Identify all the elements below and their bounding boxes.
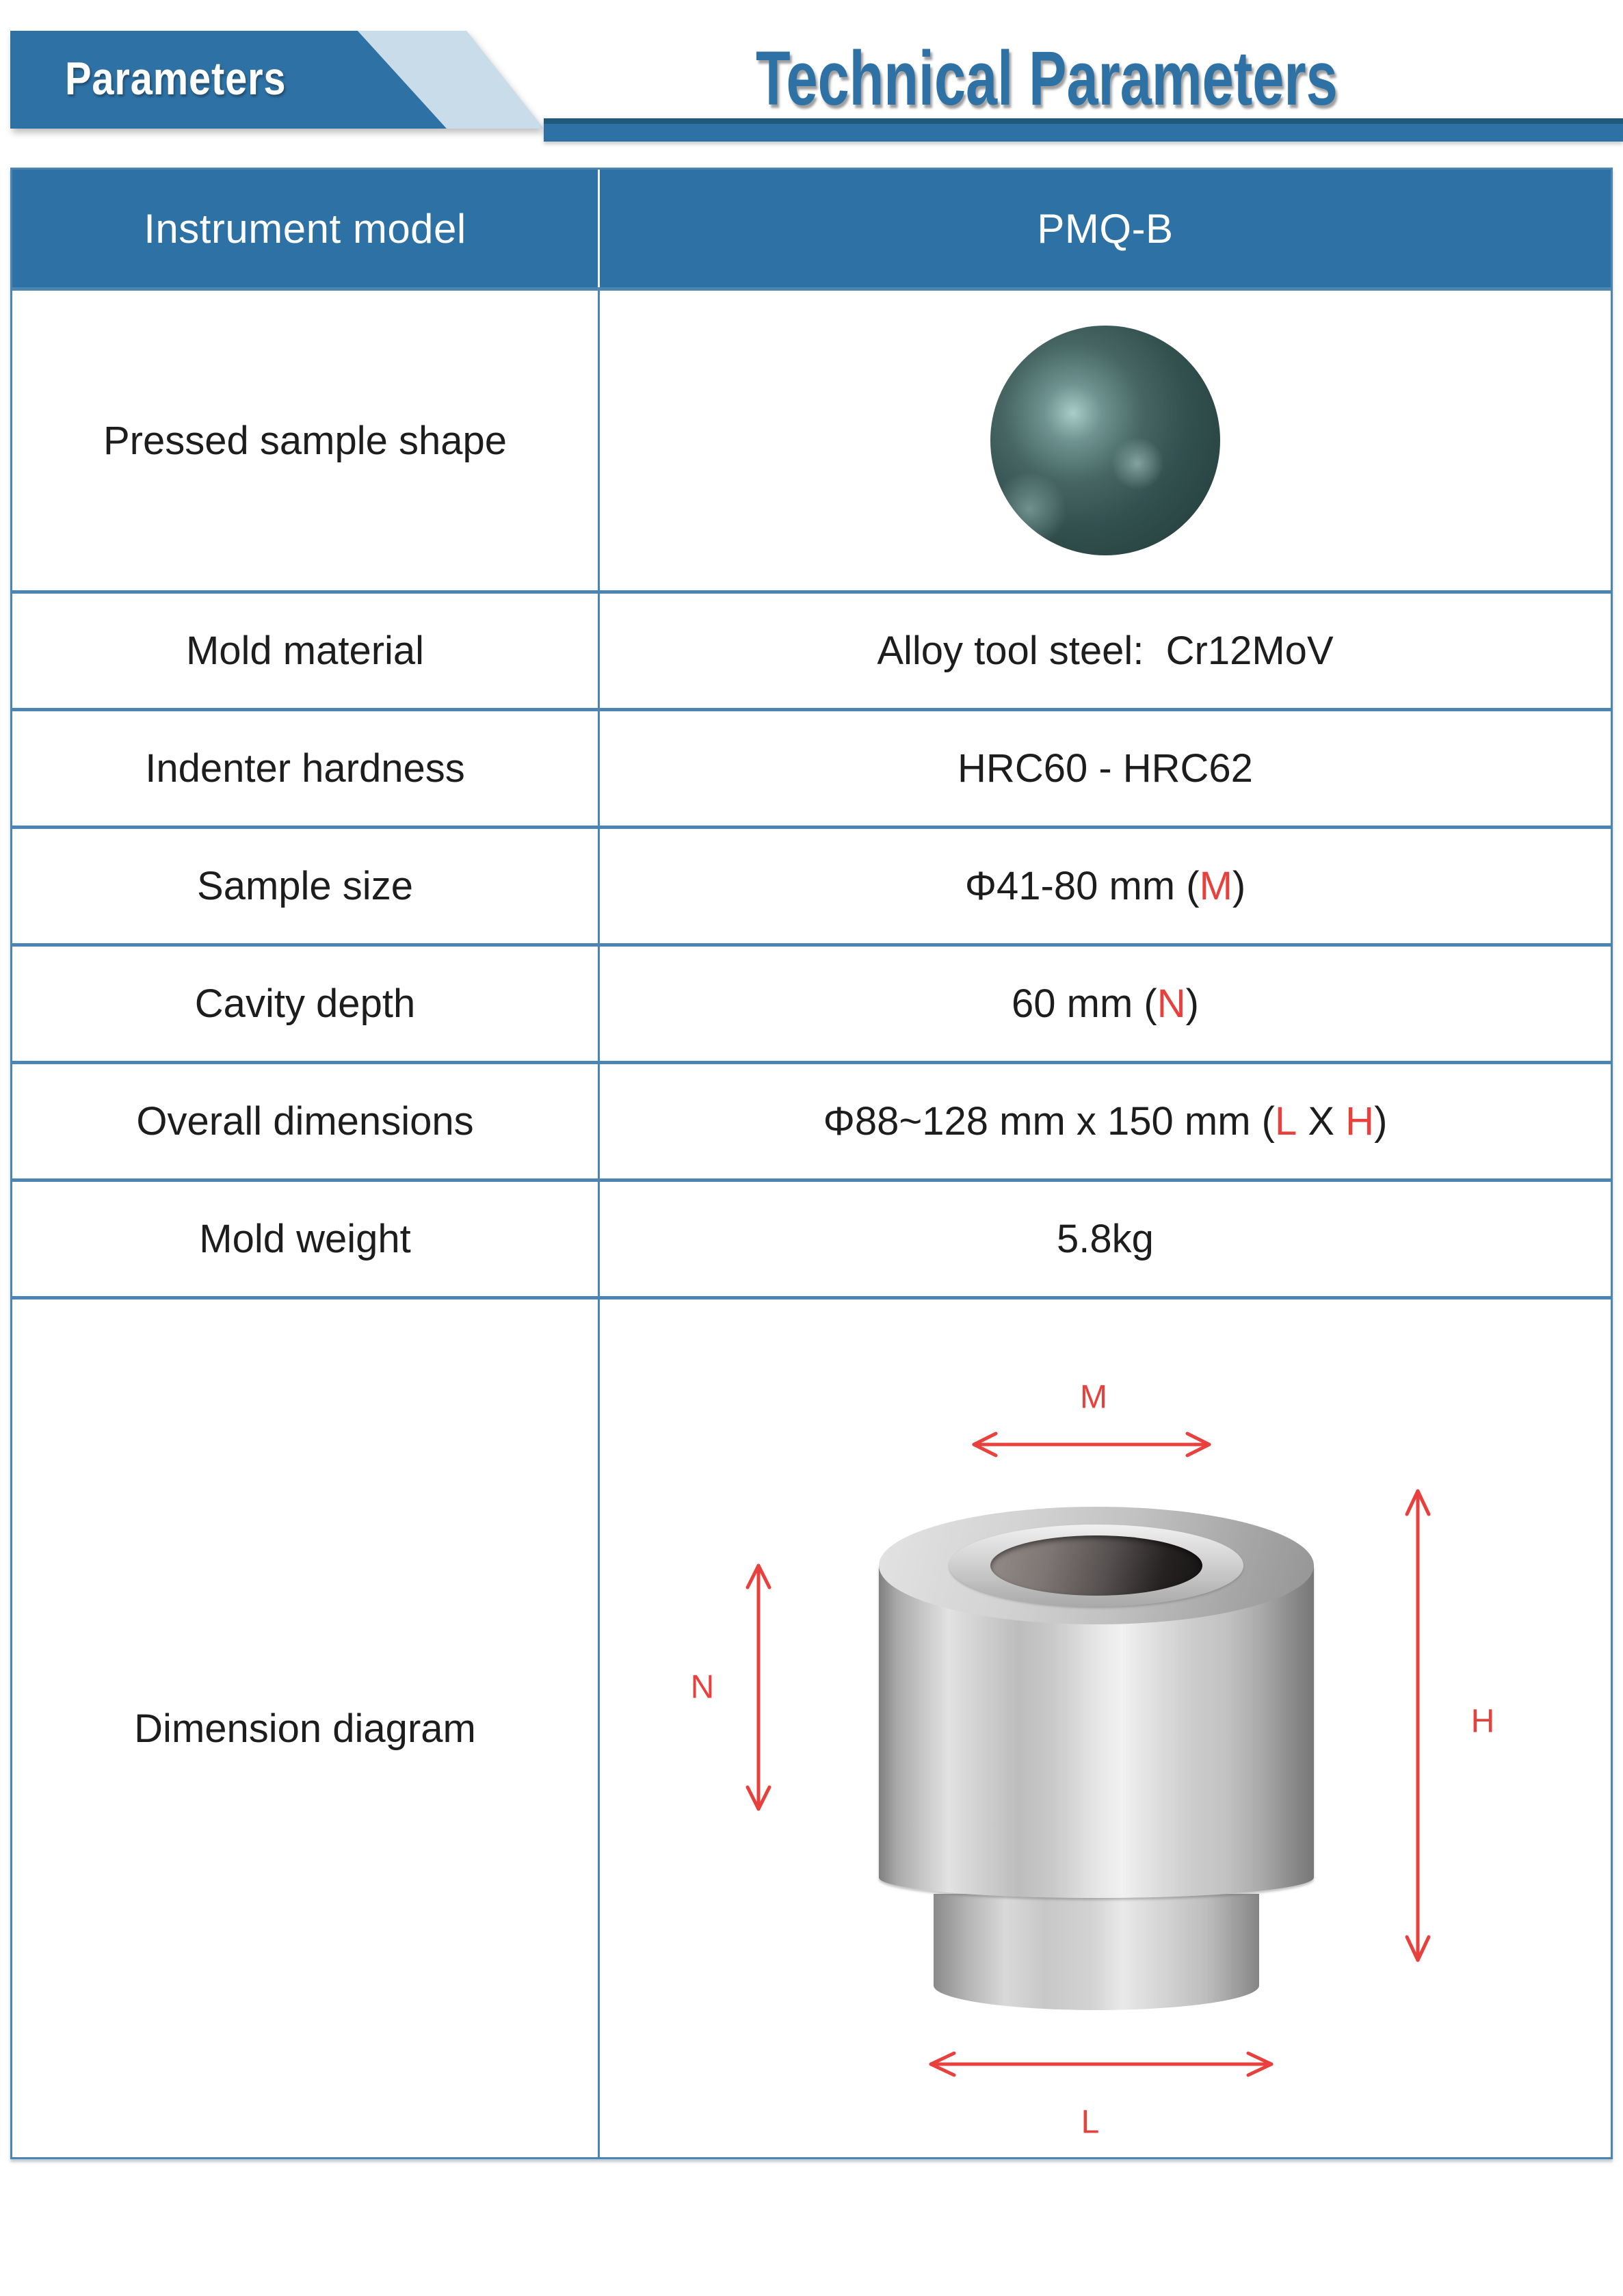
row-label: Cavity depth: [194, 981, 416, 1026]
value-text: ): [1374, 1099, 1388, 1144]
n-dimension-arrow: [743, 1561, 774, 1813]
table-row-cavity-depth: [12, 943, 1611, 1061]
dimension-letter-n: N: [1157, 981, 1186, 1026]
mold-cylinder-image: [879, 1507, 1314, 2010]
table-row-indenter-hardness: [12, 708, 1611, 826]
h-dimension-arrow: [1403, 1487, 1433, 1964]
dim-label-l: L: [1081, 2104, 1100, 2141]
table-row-sample-shape: [12, 287, 1611, 590]
dimension-letter-m: M: [1199, 864, 1232, 908]
row-value: [598, 1064, 1611, 1178]
row-value-cell: [598, 291, 1611, 590]
row-value-cell: [598, 1299, 1611, 2157]
dimension-letter-l: L: [1274, 1099, 1297, 1144]
value-text: Φ88~128 mm x 150 mm (: [823, 1099, 1275, 1144]
dimension-letter-h: H: [1345, 1099, 1375, 1144]
m-dimension-arrow: [970, 1429, 1213, 1460]
table-row-mold-material: [12, 590, 1611, 708]
row-label: Sample size: [197, 864, 413, 908]
parameters-badge: [0, 0, 616, 157]
parameters-table: [10, 168, 1613, 2159]
header-value-cell: PMQ-B: [598, 170, 1611, 287]
row-value: 5.8kg: [598, 1182, 1611, 1296]
row-label: Mold material: [185, 629, 425, 673]
row-value: Alloy tool steel: Cr12MoV: [598, 594, 1611, 708]
dim-label-n: N: [690, 1669, 715, 1706]
value-text: ): [1232, 864, 1246, 908]
l-dimension-arrow: [927, 2049, 1276, 2079]
badge-label: Parameters: [65, 53, 287, 105]
pressed-sample-sphere-image: [990, 326, 1220, 555]
page-title: Technical Parameters: [756, 36, 1338, 121]
table-row-sample-size: [12, 826, 1611, 943]
dim-label-h: H: [1470, 1703, 1495, 1740]
row-label: Mold weight: [199, 1217, 411, 1261]
value-text: ): [1185, 981, 1199, 1026]
table-header-row: [12, 170, 1611, 287]
cylinder-base: [934, 1894, 1259, 2010]
row-value: HRC60 - HRC62: [598, 711, 1611, 826]
row-value: [598, 829, 1611, 943]
table-row-dimension-diagram: [12, 1296, 1611, 2157]
value-text: X: [1297, 1099, 1346, 1144]
dim-label-m: M: [1080, 1379, 1107, 1416]
row-label: Overall dimensions: [136, 1099, 474, 1144]
table-row-overall-dimensions: [12, 1061, 1611, 1178]
page-header: [0, 0, 1623, 168]
header-label-cell: Instrument model: [144, 205, 466, 252]
value-text: Φ41-80 mm (: [964, 864, 1200, 908]
table-row-mold-weight: [12, 1178, 1611, 1296]
row-label: Dimension diagram: [134, 1706, 476, 1751]
cylinder-cavity-hole: [990, 1535, 1202, 1596]
row-label: Pressed sample shape: [103, 418, 507, 463]
row-value: [598, 947, 1611, 1061]
row-label: Indenter hardness: [145, 746, 465, 791]
value-text: 60 mm (: [1012, 981, 1157, 1026]
dimension-diagram: [600, 1299, 1611, 2157]
